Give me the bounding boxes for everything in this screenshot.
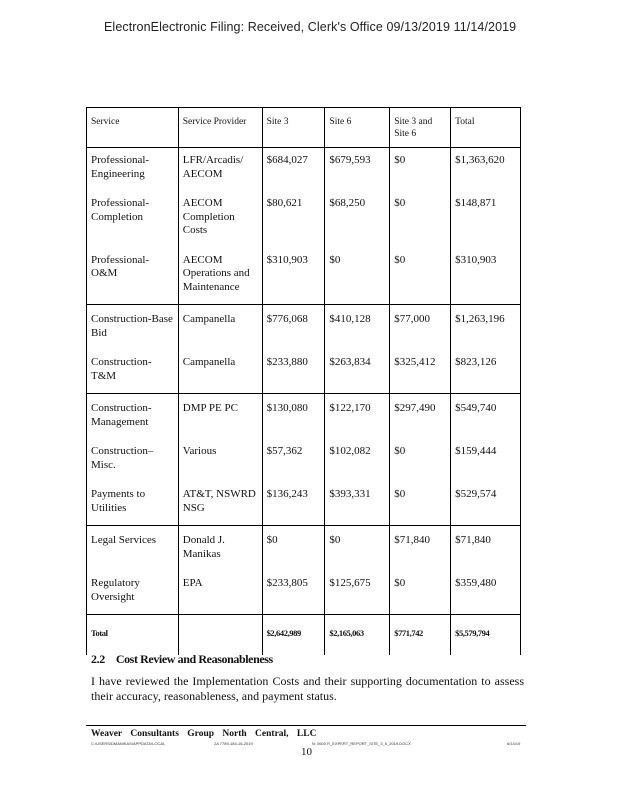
cell-service: Construction-Management <box>87 394 179 440</box>
cell-site36: $0 <box>390 571 451 615</box>
table-row <box>87 191 521 248</box>
footer-date: 6/14/19 <box>507 741 521 746</box>
cell-site3: $684,027 <box>262 148 325 192</box>
cell-site6: $263,834 <box>325 350 390 394</box>
cell-service: Legal Services <box>87 526 179 572</box>
cell-site3: $0 <box>262 526 325 572</box>
footer-project: 2A 7789-184-16-2019 <box>214 741 253 746</box>
cell-total-site6: $2,165,063 <box>325 615 390 655</box>
table-row <box>87 350 521 394</box>
cell-site36: $0 <box>390 148 451 192</box>
cell-provider: Campanella <box>178 350 262 394</box>
cell-site36: $71,840 <box>390 526 451 572</box>
cell-site3: $57,362 <box>262 439 325 482</box>
cell-service: Construction–Misc. <box>87 439 179 482</box>
cell-site6: $679,593 <box>325 148 390 192</box>
cell-site6: $0 <box>325 248 390 305</box>
cell-site6: $102,082 <box>325 439 390 482</box>
cell-total: $823,126 <box>451 350 521 394</box>
table-row <box>87 305 521 351</box>
cell-provider: EPA <box>178 571 262 615</box>
cell-provider: Donald J. Manikas <box>178 526 262 572</box>
cell-grand-total: $5,579,794 <box>451 615 521 655</box>
cell-provider: Campanella <box>178 305 262 351</box>
cell-service: Construction-Base Bid <box>87 305 179 351</box>
cell-site6: $122,170 <box>325 394 390 440</box>
cell-site36: $0 <box>390 439 451 482</box>
footer-filename: N: 0600 R_EXPERT_REPORT_SITE_3_6_2019.DOCX <box>312 741 411 746</box>
header-site3: Site 3 <box>262 108 325 148</box>
cell-provider: LFR/Arcadis/ AECOM <box>178 148 262 192</box>
cell-site36: $0 <box>390 248 451 305</box>
cell-site3: $136,243 <box>262 482 325 526</box>
cell-service: Professional-Engineering <box>87 148 179 192</box>
cell-total-site3: $2,642,989 <box>262 615 325 655</box>
cell-service: Payments to Utilities <box>87 482 179 526</box>
cell-total: $1,363,620 <box>451 148 521 192</box>
table-row <box>87 439 521 482</box>
table-total-row <box>87 615 521 655</box>
filing-stamp: ElectronElectronic Filing: Received, Clerk's Office 09/13/2019 11/14/2019 <box>104 20 517 34</box>
table-row <box>87 482 521 526</box>
cell-total-provider <box>178 615 262 655</box>
footer-path: C:\USERS\DMANIKAS\APPDATA\LOCAL <box>91 741 166 746</box>
header-site6: Site 6 <box>325 108 390 148</box>
cell-site36: $297,490 <box>390 394 451 440</box>
cell-site6: $68,250 <box>325 191 390 248</box>
cell-service: Professional-Completion <box>87 191 179 248</box>
cell-total: $359,480 <box>451 571 521 615</box>
cell-site6: $125,675 <box>325 571 390 615</box>
cell-total-label: Total <box>87 615 179 655</box>
cell-site6: $410,128 <box>325 305 390 351</box>
section-heading <box>91 652 273 667</box>
cell-service: Construction-T&M <box>87 350 179 394</box>
cell-total: $148,871 <box>451 191 521 248</box>
cell-site6: $0 <box>325 526 390 572</box>
cell-provider: AECOM Completion Costs <box>178 191 262 248</box>
cell-service: Regulatory Oversight <box>87 571 179 615</box>
header-site3-and-6: Site 3 and Site 6 <box>390 108 451 148</box>
cell-provider: DMP PE PC <box>178 394 262 440</box>
header-service: Service <box>87 108 179 148</box>
cell-total: $1,263,196 <box>451 305 521 351</box>
cell-provider: Various <box>178 439 262 482</box>
cell-site36: $0 <box>390 191 451 248</box>
cell-total: $71,840 <box>451 526 521 572</box>
cell-total: $310,903 <box>451 248 521 305</box>
table-header-row <box>87 108 521 148</box>
cell-site3: $233,805 <box>262 571 325 615</box>
cell-site3: $80,621 <box>262 191 325 248</box>
cell-site36: $0 <box>390 482 451 526</box>
header-total: Total <box>451 108 521 148</box>
cost-table <box>86 107 521 655</box>
cell-site3: $776,068 <box>262 305 325 351</box>
cell-total: $529,574 <box>451 482 521 526</box>
section-number: 2.2 <box>91 652 105 666</box>
table-row <box>87 526 521 572</box>
cell-service: Professional-O&M <box>87 248 179 305</box>
table-row <box>87 248 521 305</box>
table-row <box>87 571 521 615</box>
cell-site6: $393,331 <box>325 482 390 526</box>
cell-provider: AECOM Operations and Maintenance <box>178 248 262 305</box>
cell-site36: $325,412 <box>390 350 451 394</box>
table-row <box>87 148 521 192</box>
cell-provider: AT&T, NSWRD NSG <box>178 482 262 526</box>
cell-site3: $310,903 <box>262 248 325 305</box>
page-number: 10 <box>301 746 312 758</box>
footer-divider <box>86 725 526 726</box>
header-provider: Service Provider <box>178 108 262 148</box>
cell-total: $549,740 <box>451 394 521 440</box>
cell-site3: $233,880 <box>262 350 325 394</box>
footer-company: Weaver Consultants Group North Central, LLC <box>91 729 317 739</box>
cell-total-site36: $771,742 <box>390 615 451 655</box>
cell-total: $159,444 <box>451 439 521 482</box>
cell-site36: $77,000 <box>390 305 451 351</box>
cell-site3: $130,080 <box>262 394 325 440</box>
table-row <box>87 394 521 440</box>
section-title: Cost Review and Reasonableness <box>115 652 273 666</box>
body-paragraph: I have reviewed the Implementation Costs and their supporting documentation to assess their accuracy, reasonableness, and payment status. <box>91 674 524 703</box>
